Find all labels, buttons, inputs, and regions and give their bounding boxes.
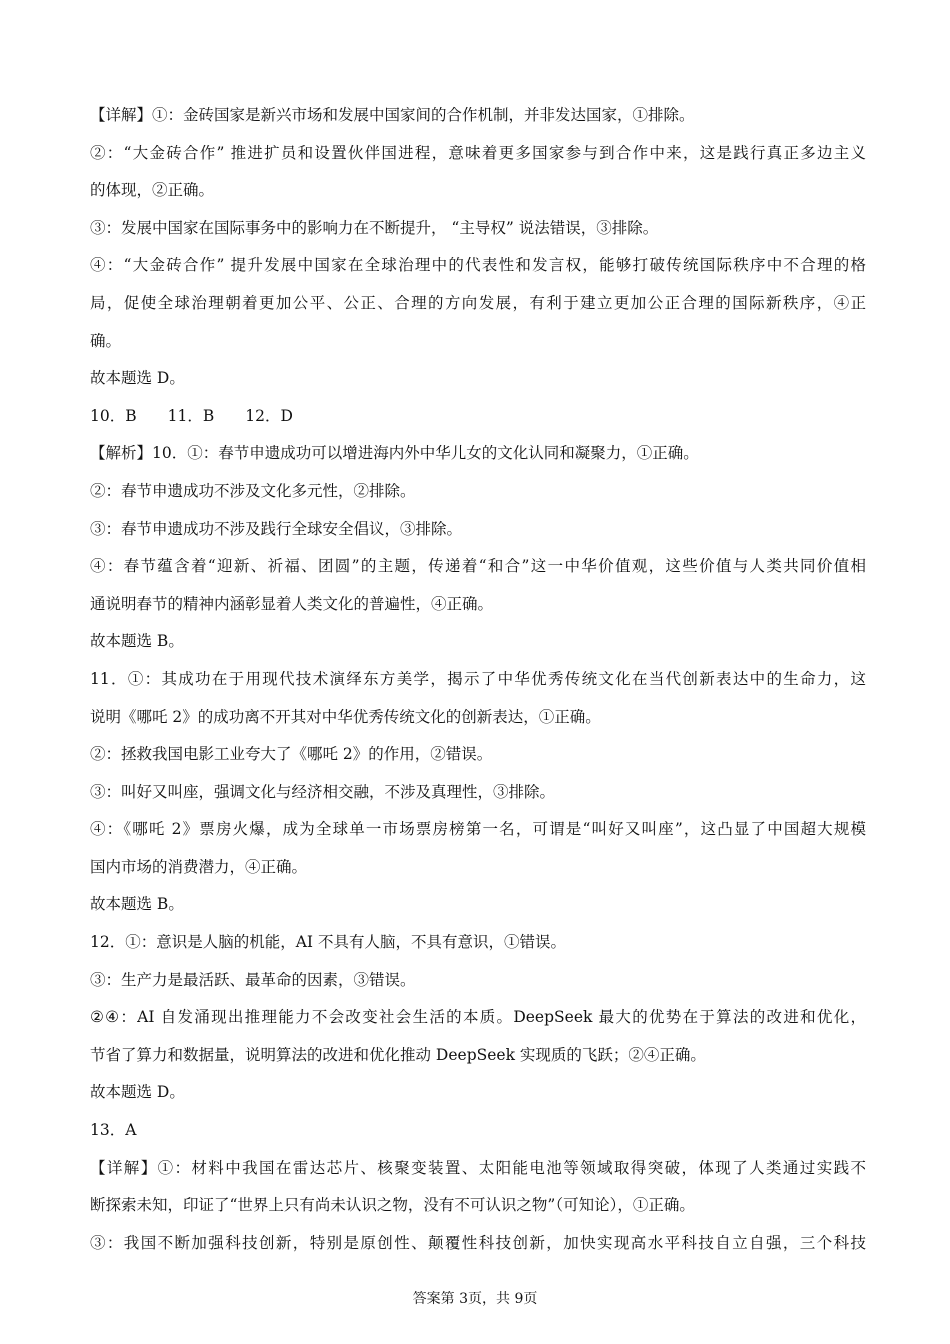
text-line: 12．①：意识是人脑的机能，AI 不具有人脑，不具有意识，①错误。 <box>90 933 566 952</box>
text-line: 故本题选 B。 <box>90 895 184 914</box>
text-line: 【详解】①：材料中我国在雷达芯片、核聚变装置、太阳能电池等领域取得突破，体现了人类通过实践不 <box>90 1158 866 1177</box>
text-line: ③：我国不断加强科技创新，特别是原创性、颠覆性科技创新，加快实现高水平科技自立自强，三个科技 <box>90 1233 866 1252</box>
page-footer: 答案第 3页，共 9页 <box>412 1291 538 1307</box>
text-line: 故本题选 D。 <box>90 369 185 388</box>
text-line: 通说明春节的精神内涵彰显着人类文化的普遍性，④正确。 <box>90 594 494 613</box>
text-line: 局，促使全球治理朝着更加公平、公正、合理的方向发展，有利于建立更加公正合理的国际新秩序，④正 <box>90 293 866 312</box>
text-line: ③：生产力是最活跃、最革命的因素，③错误。 <box>90 970 416 989</box>
text-line: 的体现，②正确。 <box>90 181 215 200</box>
text-line: ②④：AI 自发涌现出推理能力不会改变社会生活的本质。DeepSeek 最大的优势在于算法的改进和优化， <box>90 1008 866 1027</box>
text-line: ②：拯救我国电影工业夸大了《哪吒 2》的作用，②错误。 <box>90 745 493 764</box>
text-line: 10．B 11．B 12．D <box>90 406 293 425</box>
text-line: ③：发展中国家在国际事务中的影响力在不断提升， “主导权” 说法错误，③排除。 <box>90 218 659 237</box>
text-line: 国内市场的消费潜力，④正确。 <box>90 857 308 876</box>
text-line: ④：春节蕴含着“迎新、祈福、团圆”的主题，传递着“和合”这一中华价值观，这些价值与人类共同价值相 <box>90 557 866 576</box>
text-line: 故本题选 B。 <box>90 632 184 651</box>
text-line: ③：春节申遗成功不涉及践行全球安全倡议，③排除。 <box>90 519 463 538</box>
text-line: 11．①：其成功在于用现代技术演绎东方美学，揭示了中华优秀传统文化在当代创新表达中的生命力，这 <box>90 669 866 688</box>
answer-text-body <box>90 97 866 1262</box>
text-line: 【详解】①：金砖国家是新兴市场和发展中国家间的合作机制，并非发达国家，①排除。 <box>90 106 695 124</box>
text-line: 说明《哪吒 2》的成功离不开其对中华优秀传统文化的创新表达，①正确。 <box>90 707 601 726</box>
text-line: ④：《哪吒 2》票房火爆，成为全球单一市场票房榜第一名，可谓是“叫好又叫座”，这凸显了中国超大规模 <box>90 820 866 839</box>
text-line: ③：叫好又叫座，强调文化与经济相交融，不涉及真理性，③排除。 <box>90 782 556 801</box>
text-line: ②：春节申遗成功不涉及文化多元性，②排除。 <box>90 481 416 500</box>
text-line: 13．A <box>90 1121 137 1140</box>
text-line: 【解析】10．①：春节申遗成功可以增进海内外中华儿女的文化认同和凝聚力，①正确。 <box>90 444 699 463</box>
text-line: ②：“大金砖合作” 推进扩员和设置伙伴国进程，意味着更多国家参与到合作中来，这是践行真正多边主义 <box>90 143 866 162</box>
text-line: 确。 <box>90 331 122 350</box>
text-line: 故本题选 D。 <box>90 1083 185 1102</box>
text-line: 节省了算力和数据量，说明算法的改进和优化推动 DeepSeek 实现质的飞跃；②④正确。 <box>90 1045 706 1064</box>
text-line: ④：“大金砖合作” 提升发展中国家在全球治理中的代表性和发言权，能够打破传统国际秩序中不合理的格 <box>90 256 866 275</box>
text-line: 断探索未知，印证了“世界上只有尚未认识之物，没有不可认识之物”（可知论），①正确。 <box>90 1196 695 1215</box>
